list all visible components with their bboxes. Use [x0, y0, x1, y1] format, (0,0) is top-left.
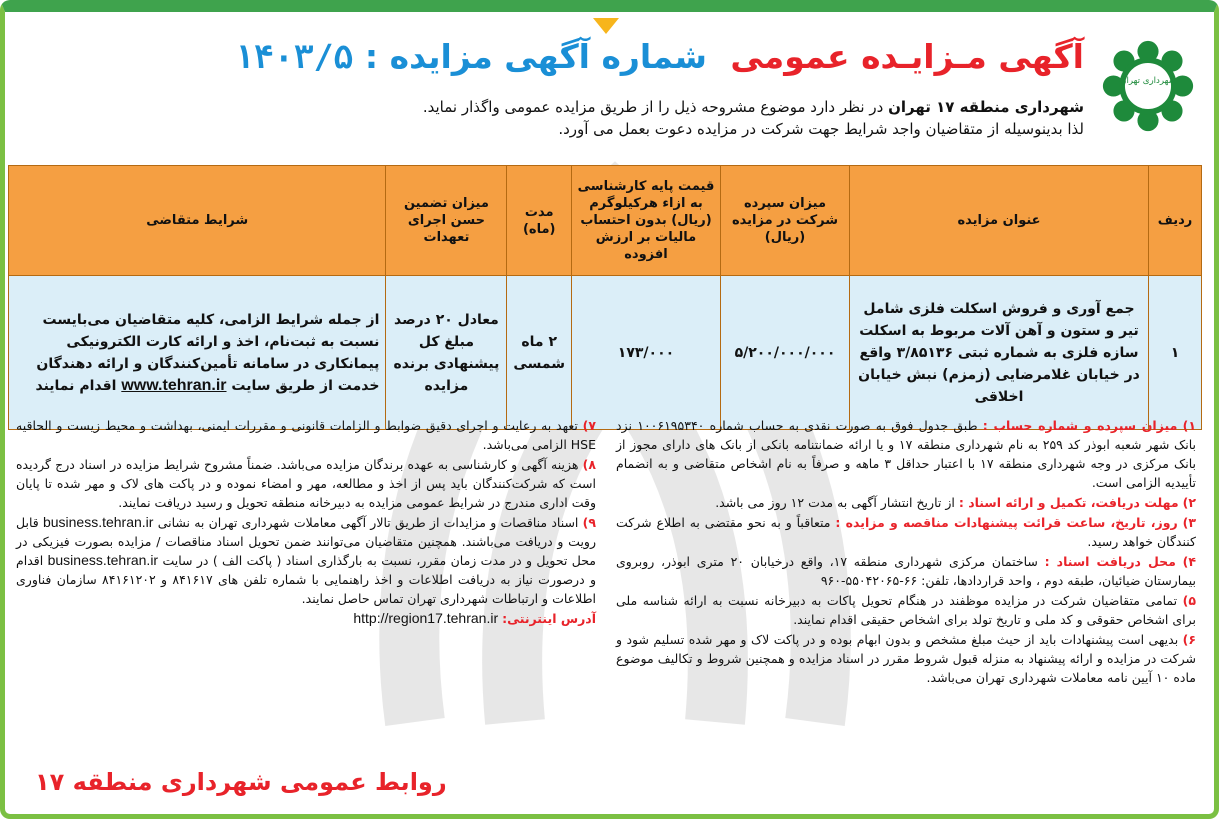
notes-column-left — [16, 416, 596, 629]
th-row: ردیف — [1149, 166, 1202, 276]
note-item-8: ۸) هزینه آگهی و کارشناسی به عهده برندگان مزایده می‌باشد. ضمناً مشروح شرایط مزایده در اسناد درج گردیده است که شرکت‌کنندگان باید پس از اخذ و مطالعه، مهر و امضاء نموده و در پاکت های لاک و مهر شده تا پایان وقت اداری مندرج در شرایط عمومی مزایده به دبیرخانه منطقه تحویل و رسید دریافت نمایند. — [16, 457, 596, 510]
tehran-site-link[interactable]: www.tehran.ir — [121, 376, 227, 394]
cell-title: جمع آوری و فروش اسکلت فلزی شامل تیر و ستون و آهن آلات مربوط به اسکلت سازه فلزی به شماره ثبتی ۳/۸۵۱۳۶ واقع در خیابان غلامرضایی (زمزم) نبش خیابان اخلاقی — [850, 276, 1149, 430]
notes-column-right — [616, 416, 1196, 688]
business-site-link-2[interactable]: business.tehran.ir — [47, 552, 159, 568]
title-ad-number: ۱۴۰۳/۵ — [234, 37, 354, 76]
th-guarantee: میزان تضمین حسن اجرای تعهدات — [386, 166, 507, 276]
conditions-text: از جمله شرایط الزامی، کلیه متقاضیان می‌بایست نسبت به ثبت‌نام، اخذ و ارائه کارت الکترونیکی پیمانکاری در سامانه تأمین‌کنندگان و ارائه دهندگان خدمت از طریق سایت — [36, 311, 380, 394]
th-base-price: قیمت پایه کارشناسی به ازاء هرکیلوگرم (ریال) بدون احتساب مالیات بر ارزش افزوده — [572, 166, 721, 276]
th-duration: مدت (ماه) — [507, 166, 572, 276]
conditions-end: اقدام نمایند — [35, 377, 117, 394]
cell-duration: ۲ ماه شمسی — [507, 276, 572, 430]
ad-title — [234, 34, 1084, 80]
tehran-municipality-logo-icon — [1100, 38, 1196, 134]
intro-text — [45, 96, 1084, 140]
intro-line-2: لذا بدینوسیله از متقاضیان واجد شرایط جهت شرکت در مزایده دعوت بعمل می آورد. — [558, 120, 1084, 138]
internet-address — [16, 609, 596, 628]
note-item-9: ۹) اسناد مناقصات و مزایدات از طریق تالار آگهی معاملات شهرداری تهران به نشانی business.tehran.ir قابل رویت و دریافت می‌باشند. همچنین متقاضیان می‌توانند ضمن تحویل اسناد مناقصات / مزایده بصورت فیزیکی در محل تحویل و در مدت زمان مقرر، نسبت به بارگذاری اسناد ( پاکت الف ) در سایت business.tehran.ir اقدام و درصورت نیاز به دریافت اطلاعات و اخذ راهنمایی با شماره تلفن های ۸۴۱۶۱۷ و ۸۴۱۶۱۲۰۲ سازمان فناوری اطلاعات و ارتباطات شهرداری تهران تماس حاصل نمایند. — [16, 514, 596, 606]
org-name: شهرداری منطقه ۱۷ تهران — [888, 98, 1084, 116]
top-arrow-decoration — [593, 18, 619, 34]
cell-base-price: ۱۷۳/۰۰۰ — [572, 276, 721, 430]
logo-text: شهرداری تهران — [1120, 76, 1176, 87]
footer-public-relations: روابط عمومی شهرداری منطقه ۱۷ — [35, 768, 447, 796]
cell-row: ۱ — [1149, 276, 1202, 430]
notes-section — [16, 416, 1196, 786]
cell-deposit: ۵/۲۰۰/۰۰۰/۰۰۰ — [721, 276, 850, 430]
note-item-7: ۷) تعهد به رعایت و اجرای دقیق ضوابط و الزامات قانونی و مقررات ایمنی، بهداشت و محیط زیست و الحاقیه HSE الزامی می‌باشد. — [16, 418, 596, 452]
th-deposit: میزان سپرده شرکت در مزایده (ریال) — [721, 166, 850, 276]
region17-site-link[interactable]: http://region17.tehran.ir — [353, 610, 499, 626]
note-item-1: ۱) میزان سپرده و شماره حساب : طبق جدول فوق به صورت نقدی به حساب شماره ۱۰۰۶۱۹۵۳۴۰ نزد بانک شهر شعبه ابوذر کد ۲۵۹ به نام شهرداری منطقه ۱۷ و یا ارائه ضمانتنامه بانکی از بانک های دارای مجوز از بانک مرکزی در وجه شهرداری منطقه ۱۷ با اعتبار حداقل ۳ ماهه و صرفاً به نام اشخاص متقاضی و به انضمام تأییدیه الزامی است. — [616, 418, 1196, 490]
th-title: عنوان مزایده — [850, 166, 1149, 276]
cell-guarantee: معادل ۲۰ درصد مبلغ کل پیشنهادی برنده مزایده — [386, 276, 507, 430]
note-item-6: ۶) بدیهی است پیشنهادات باید از حیث مبلغ مشخص و بدون ابهام بوده و در پاکت لاک و مهر شده تسلیم شود و شرکت در مزایده و ارائه پیشنهاد به منزله قبول شروط مقرر در اسناد مزایده و همچنین شروط و تکالیف موضوع ماده ۱۰ آیین نامه معاملات شهرداری تهران می‌باشد. — [616, 632, 1196, 685]
note-item-5: ۵) تمامی متقاضیان شرکت در مزایده موظفند در هنگام تحویل پاکات به دبیرخانه نسبت به ارائه شناسه ملی برای اشخاص حقوقی و کد ملی و تاریخ تولد برای اشخاص حقیقی اقدام نمایند. — [616, 593, 1196, 627]
note-item-2: ۲) مهلت دریافت، تکمیل و ارائه اسناد : از تاریخ انتشار آگهی به مدت ۱۲ روز می باشد. — [715, 495, 1196, 510]
note-item-3: ۳) روز، تاریخ، ساعت قرائت پیشنهادات مناقصه و مزایده : متعاقباً و به نحو مقتضی به اطلاع شرکت کنندگان خواهد رسید. — [616, 515, 1196, 549]
internet-address-label: آدرس اینترنتی: — [502, 611, 596, 626]
title-public-auction: آگهی مـزایـده عمومی — [730, 37, 1084, 76]
title-ad-number-label: شماره آگهی مزایده : — [364, 37, 707, 76]
note-item-4: ۴) محل دریافت اسناد : ساختمان مرکزی شهرداری منطقه ۱۷، واقع درخیابان ۲۰ متری ابوذر، روبروی بیمارستان ضیائیان، طبقه دوم ، واحد قراردادها، تلفن: ۶۶-۵۵۰۴۲۰۶۵-۹۶۰ — [616, 554, 1196, 588]
intro-line-1-rest: در نظر دارد موضوع مشروحه ذیل را از طریق مزایده عمومی واگذار نماید. — [422, 98, 884, 116]
auction-table — [8, 165, 1202, 430]
intro-line-1 — [45, 96, 1084, 118]
table-header-row — [9, 166, 1202, 276]
business-site-link[interactable]: business.tehran.ir — [42, 514, 154, 530]
table-row — [9, 276, 1202, 430]
th-conditions: شرایط متقاضی — [9, 166, 386, 276]
cell-conditions — [9, 276, 386, 430]
